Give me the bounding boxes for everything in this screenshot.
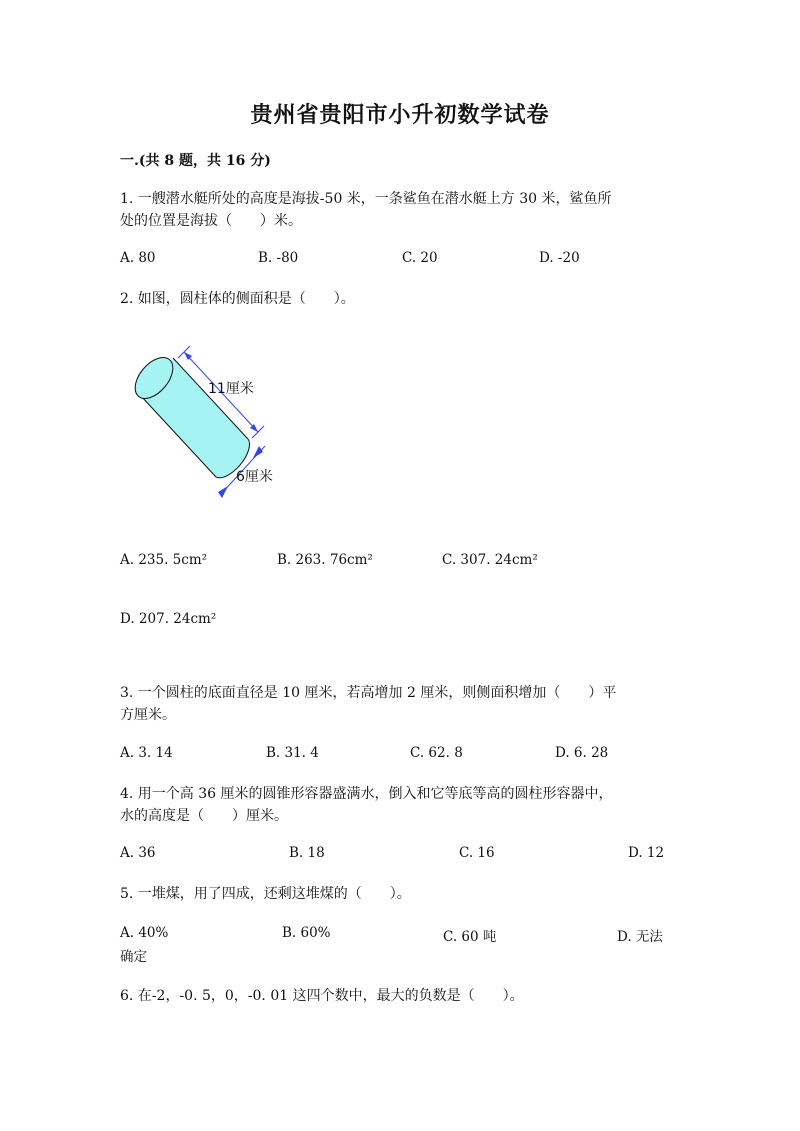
- question-2-option-d: D. 207. 24cm²: [120, 611, 217, 627]
- question-1-option-a: A. 80: [120, 250, 156, 266]
- question-6-line-1: 6. 在-2，-0. 5，0，-0. 01 这四个数中，最大的负数是（ ）。: [120, 988, 524, 1004]
- question-2-line-1: 2. 如图，圆柱体的侧面积是（ ）。: [120, 291, 355, 307]
- question-5-option-d: D. 无法: [617, 929, 663, 945]
- length-label: 11厘米: [208, 381, 254, 397]
- question-5-line-1: 5. 一堆煤，用了四成，还剩这堆煤的（ ）。: [120, 886, 411, 902]
- question-5-option-b: B. 60%: [282, 925, 331, 941]
- question-3-option-b: B. 31. 4: [266, 745, 319, 761]
- question-3-line-1: 3. 一个圆柱的底面直径是 10 厘米，若高增加 2 厘米，则侧面积增加（ ）平: [120, 685, 617, 701]
- question-4-option-a: A. 36: [120, 845, 156, 861]
- question-4-option-b: B. 18: [289, 845, 325, 861]
- section-heading: 一.(共 8 题，共 16 分): [120, 153, 271, 169]
- question-3-option-c: C. 62. 8: [410, 745, 463, 761]
- question-5-option-d-wrap: 确定: [120, 949, 147, 965]
- question-1-option-d: D. -20: [539, 250, 580, 266]
- question-1-option-c: C. 20: [402, 250, 438, 266]
- question-4-option-c: C. 16: [459, 845, 495, 861]
- diameter-arrow-top: [253, 446, 263, 458]
- question-2-option-c: C. 307. 24cm²: [442, 552, 538, 568]
- question-1-option-b: B. -80: [258, 250, 299, 266]
- question-3-line-2: 方厘米。: [120, 707, 176, 723]
- question-1-line-2: 处的位置是海拔（ ）米。: [120, 213, 302, 229]
- question-4-option-d: D. 12: [628, 845, 665, 861]
- question-4-line-2: 水的高度是（ ）厘米。: [120, 808, 288, 824]
- question-1-line-1: 1. 一艘潜水艇所处的高度是海拔-50 米，一条鲨鱼在潜水艇上方 30 米，鲨鱼所: [120, 191, 612, 207]
- question-3-option-d: D. 6. 28: [555, 745, 609, 761]
- cylinder-figure: [118, 344, 288, 504]
- diameter-label: 6厘米: [236, 469, 273, 485]
- question-4-line-1: 4. 用一个高 36 厘米的圆锥形容器盛满水，倒入和它等底等高的圆柱形容器中，: [120, 786, 613, 802]
- question-5-option-a: A. 40%: [120, 925, 169, 941]
- question-2-option-a: A. 235. 5cm²: [120, 552, 208, 568]
- page-title: 贵州省贵阳市小升初数学试卷: [250, 103, 550, 128]
- diameter-arrow-bottom: [218, 486, 228, 498]
- question-3-option-a: A. 3. 14: [120, 745, 173, 761]
- question-5-option-c: C. 60 吨: [443, 929, 497, 945]
- question-2-option-b: B. 263. 76cm²: [277, 552, 373, 568]
